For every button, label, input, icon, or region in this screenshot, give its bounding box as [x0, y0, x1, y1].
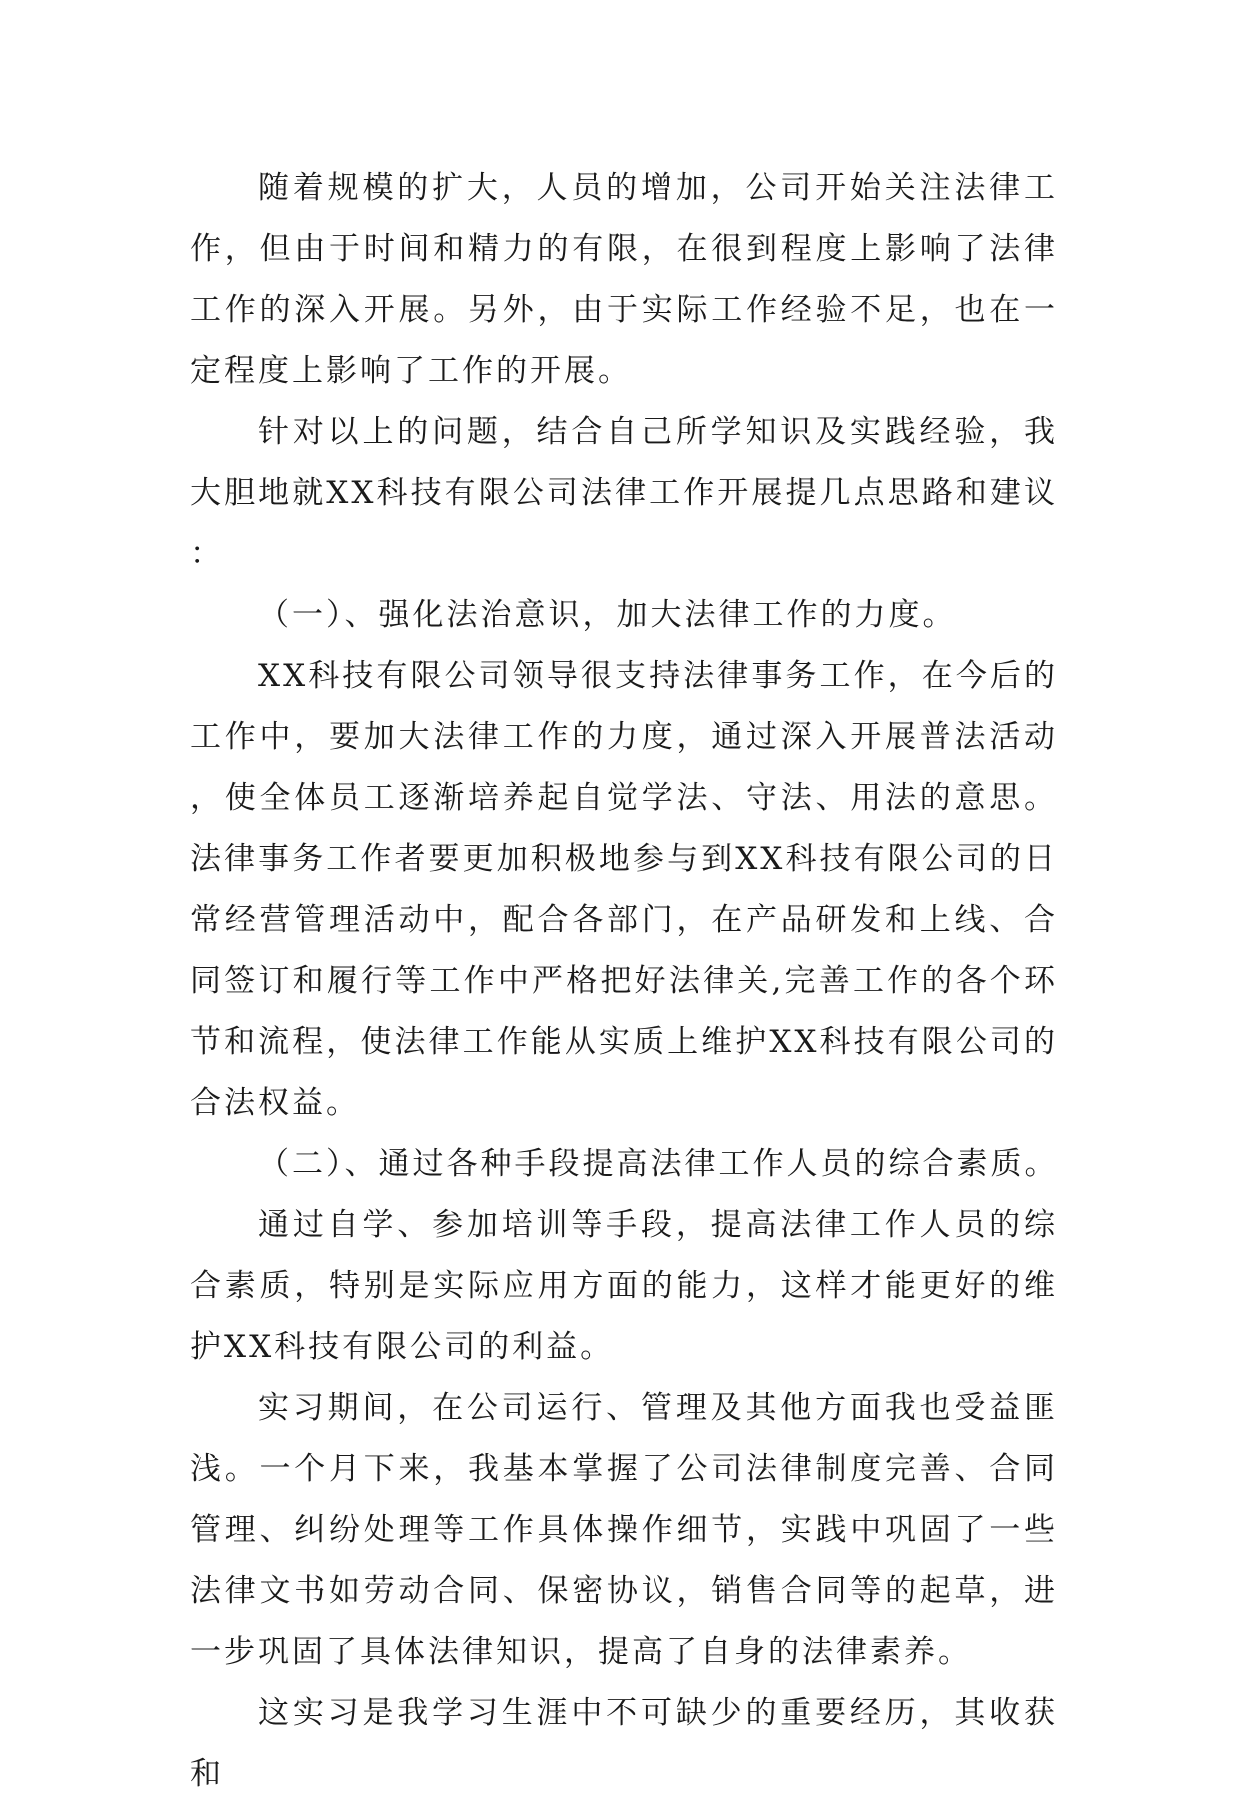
document-body [190, 158, 1058, 1805]
section-heading-2: （二）、通过各种手段提高法律工作人员的综合素质。 [258, 1146, 1059, 1182]
paragraph-internship-conclusion: 这实习是我学习生涯中不可缺少的重要经历，其收获和 [190, 1695, 1058, 1792]
paragraph-scale-growth: 随着规模的扩大，人员的增加，公司开始关注法律工作，但由于时间和精力的有限，在很到程度上影响了法律工作的深入开展。另外，由于实际工作经验不足，也在一定程度上影响了工作的开展。 [190, 170, 1058, 389]
paragraph-suggestions-intro: 针对以上的问题，结合自己所学知识及实践经验，我大胆地就XX科技有限公司法律工作开展提几点思路和建议： [190, 414, 1058, 572]
section-heading-1: （一）、强化法治意识，加大法律工作的力度。 [258, 597, 957, 633]
paragraph-staff-quality: 通过自学、参加培训等手段，提高法律工作人员的综合素质，特别是实际应用方面的能力，这样才能更好的维护XX科技有限公司的利益。 [190, 1207, 1058, 1365]
paragraph-internship-gains: 实习期间，在公司运行、管理及其他方面我也受益匪浅。一个月下来，我基本掌握了公司法律制度完善、合同管理、纠纷处理等工作具体操作细节，实践中巩固了一些法律文书如劳动合同、保密协议，销售合同等的起草，进一步巩固了具体法律知识，提高了自身的法律素养。 [190, 1390, 1058, 1670]
paragraph-legal-awareness: XX科技有限公司领导很支持法律事务工作，在今后的工作中，要加大法律工作的力度，通过深入开展普法活动，使全体员工逐渐培养起自觉学法、守法、用法的意思。法律事务工作者要更加积极地参与到XX科技有限公司的日常经营管理活动中，配合各部门，在产品研发和上线、合同签订和履行等工作中严格把好法律关,完善工作的各个环节和流程，使法律工作能从实质上维护XX科技有限公司的合法权益。 [190, 658, 1058, 1121]
